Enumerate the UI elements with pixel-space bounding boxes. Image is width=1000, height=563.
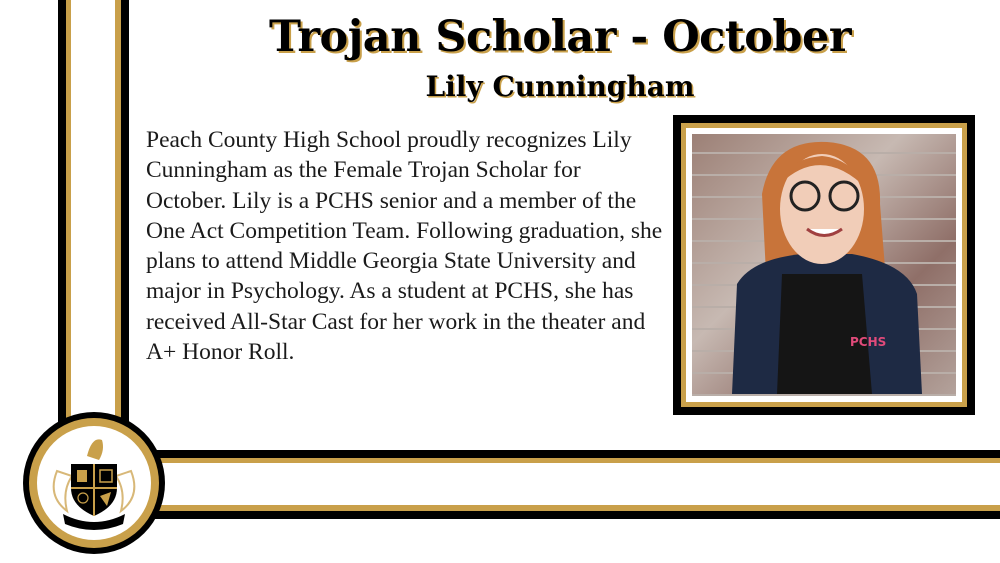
photo-frame [673, 115, 975, 415]
border-stripe-gold-left [66, 0, 71, 440]
border-stripe-black-bottom [120, 511, 1000, 519]
shirt-text: PCHS [850, 335, 887, 349]
scholar-name: Lily Cunningham [425, 70, 695, 103]
page-title: Trojan Scholar - October [269, 12, 851, 62]
border-stripe-gold-top [120, 458, 1000, 463]
description-paragraph: Peach County High School proudly recognizes Lily Cunningham as the Female Trojan Scholar for October. Lily is a PCHS senior and a member of the One Act Competition Team. Following graduation, she plans to attend Middle Georgia State University and major in Psychology. As a student at PCHS, she has received All-Star Cast for her work in the theater and A+ Honor Roll. [146, 127, 663, 366]
border-stripe-black-left [58, 0, 66, 440]
student-photo [692, 134, 956, 396]
border-stripe-black-right [121, 0, 129, 440]
border-stripe-black-top [120, 450, 1000, 458]
school-crest-logo [23, 412, 165, 554]
crest-icon [37, 426, 151, 540]
